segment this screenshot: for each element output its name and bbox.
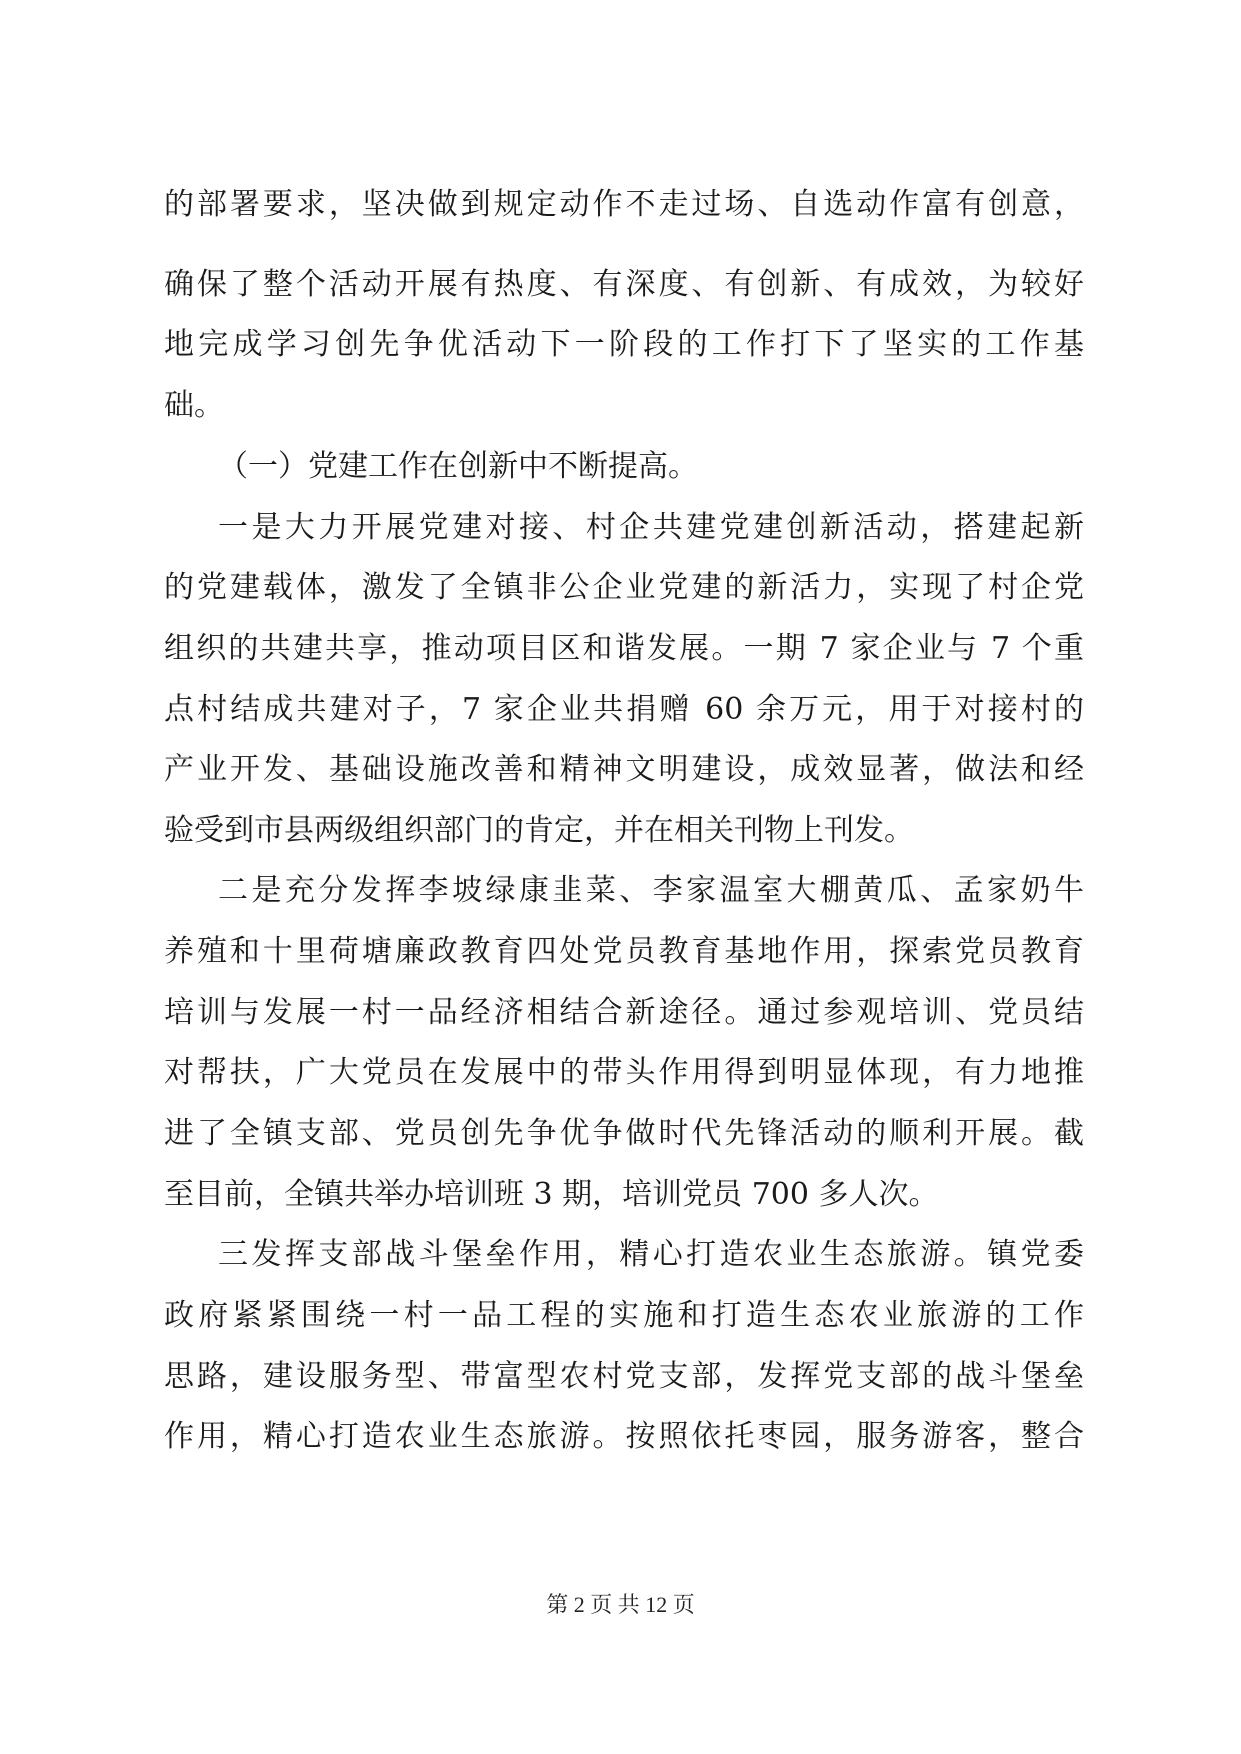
text-line: 作用，精心打造农业生态旅游。按照依托枣园，服务游客，整合 (164, 1419, 1084, 1454)
text-line: 地完成学习创先争优活动下一阶段的工作打下了坚实的工作基 (164, 327, 1084, 362)
text-line: 养殖和十里荷塘廉政教育四处党员教育基地作用，探索党员教育 (164, 934, 1084, 969)
text-line: 组织的共建共享，推动项目区和谐发展。一期 7 家企业与 7 个重 (164, 631, 1084, 666)
text-line: 三发挥支部战斗堡垒作用，精心打造农业生态旅游。镇党委 (218, 1237, 1084, 1272)
text-line: 确保了整个活动开展有热度、有深度、有创新、有成效，为较好 (164, 267, 1084, 302)
page-number-footer: 第 2 页 共 12 页 (546, 1592, 695, 1617)
text-line: 的党建载体，激发了全镇非公企业党建的新活力，实现了村企党 (164, 570, 1084, 605)
text-line: 对帮扶，广大党员在发展中的带头作用得到明显体现，有力地推 (164, 1055, 1084, 1090)
text-line: 政府紧紧围绕一村一品工程的实施和打造生态农业旅游的工作 (164, 1298, 1084, 1333)
text-line: 二是充分发挥李坡绿康韭菜、李家温室大棚黄瓜、孟家奶牛 (218, 873, 1084, 908)
text-line: 思路，建设服务型、带富型农村党支部，发挥党支部的战斗堡垒 (164, 1359, 1084, 1394)
text-line: 进了全镇支部、党员创先争优争做时代先锋活动的顺利开展。截 (164, 1116, 1084, 1151)
text-line: 产业开发、基础设施改善和精神文明建设，成效显著，做法和经 (164, 752, 1084, 787)
text-line: 础。 (164, 388, 224, 423)
text-line: 一是大力开展党建对接、村企共建党建创新活动，搭建起新 (218, 510, 1084, 545)
text-line: 验受到市县两级组织部门的肯定，并在相关刊物上刊发。 (164, 813, 914, 848)
text-line: 至目前，全镇共举办培训班 3 期，培训党员 700 多人次。 (164, 1177, 939, 1212)
text-line: 培训与发展一村一品经济相结合新途径。通过参观培训、党员结 (164, 995, 1084, 1030)
text-line: 点村结成共建对子，7 家企业共捐赠 60 余万元，用于对接村的 (164, 692, 1084, 727)
section-heading: （一）党建工作在创新中不断提高。 (218, 449, 698, 484)
text-line: 的部署要求，坚决做到规定动作不走过场、自选动作富有创意， (164, 187, 1084, 222)
